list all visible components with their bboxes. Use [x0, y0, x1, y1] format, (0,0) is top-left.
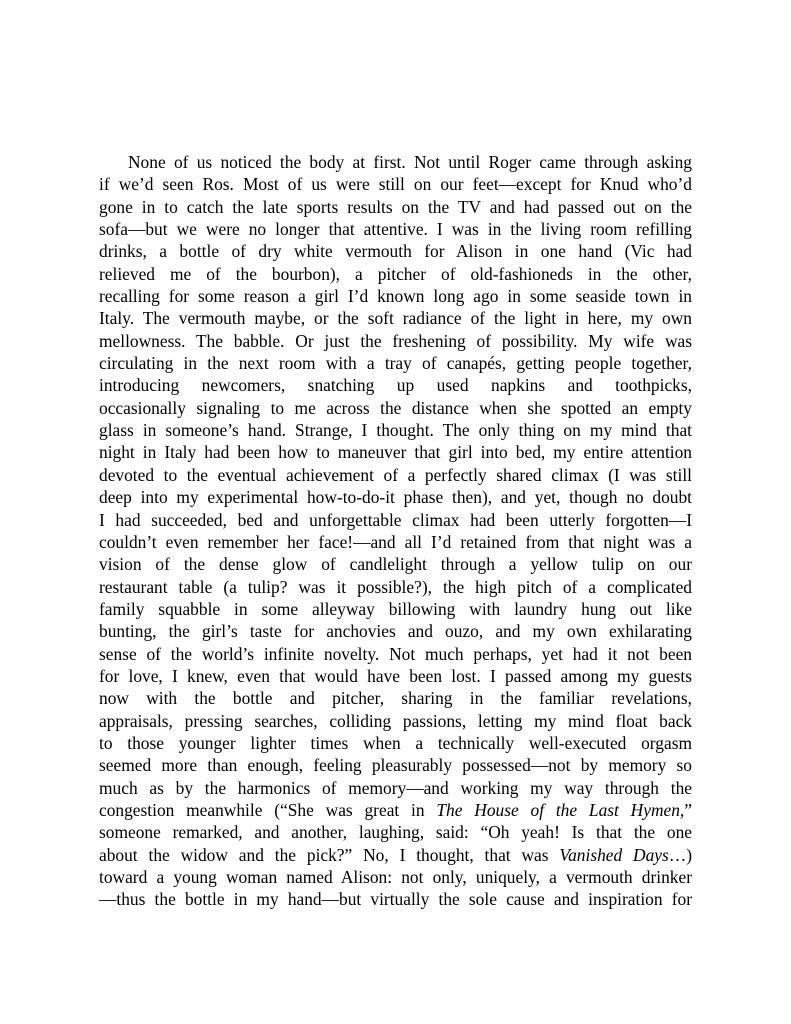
text-line-21: family squabble in some alleyway billowing with laundry hung out like	[99, 598, 692, 619]
text-line-34: —thus the bottle in my hand—but virtually the sole cause and inspiration for	[99, 889, 692, 910]
text-line-26: appraisals, pressing searches, colliding passions, letting my mind float back	[99, 710, 692, 731]
italic-title: The House of the Last Hymen,	[436, 799, 685, 820]
text-line-9: mellowness. The babble. Or just the freshening of possibility. My wife was	[99, 330, 692, 351]
text-line-8: Italy. The vermouth maybe, or the soft radiance of the light in here, my own	[99, 308, 692, 329]
text-line-29: much as by the harmonics of memory—and working my way through the	[99, 777, 692, 798]
text-line-25: now with the bottle and pitcher, sharing in the familiar revelations,	[99, 688, 692, 709]
italic-title: Vanished Days	[559, 844, 669, 865]
text-line-7: recalling for some reason a girl I’d known long ago in some seaside town in	[99, 286, 692, 307]
text-line-1: None of us noticed the body at first. Not until Roger came through asking	[128, 152, 692, 172]
text-line-22: bunting, the girl’s taste for anchovies and ouzo, and my own exhilarating	[99, 621, 692, 642]
text-line-3: gone in to catch the late sports results on the TV and had passed out on the	[99, 196, 692, 217]
text-line-24: for love, I knew, even that would have been lost. I passed among my guests	[99, 665, 692, 686]
text-line-6: relieved me of the bourbon), a pitcher of old-fashioneds in the other,	[99, 263, 692, 284]
text-line-18: couldn’t even remember her face!—and all I’d retained from that night was a	[99, 531, 692, 552]
text-line-32	[99, 844, 692, 866]
text-line-14: night in Italy had been how to maneuver that girl into bed, my entire attention	[99, 442, 692, 463]
text-line-15: devoted to the eventual achievement of a perfectly shared climax (I was still	[99, 464, 692, 485]
text-run: …)	[668, 844, 692, 865]
text-line-20: restaurant table (a tulip? was it possible?), the high pitch of a complicated	[99, 576, 692, 597]
text-line-5: drinks, a bottle of dry white vermouth for Alison in one hand (Vic had	[99, 241, 692, 262]
text-run: about the widow and the pick?” No, I thought, that was	[99, 844, 560, 865]
text-line-31: someone remarked, and another, laughing, said: “Oh yeah! Is that the one	[99, 822, 692, 843]
text-line-27: to those younger lighter times when a technically well-executed orgasm	[99, 732, 692, 753]
text-run: ”	[684, 799, 692, 820]
text-line-17: I had succeeded, bed and unforgettable climax had been utterly forgotten—I	[99, 509, 692, 530]
text-run: congestion meanwhile (“She was great in	[99, 799, 437, 820]
text-line-16: deep into my experimental how-to-do-it phase then), and yet, though no doubt	[99, 487, 692, 508]
text-line-10: circulating in the next room with a tray of canapés, getting people together,	[99, 353, 692, 374]
text-line-2: if we’d seen Ros. Most of us were still on our feet—except for Knud who’d	[99, 174, 692, 195]
text-line-11: introducing newcomers, snatching up used napkins and toothpicks,	[99, 375, 692, 396]
body-paragraph	[99, 151, 692, 911]
text-line-19: vision of the dense glow of candlelight through a yellow tulip on our	[99, 554, 692, 575]
text-line-13: glass in someone’s hand. Strange, I thought. The only thing on my mind that	[99, 420, 692, 441]
text-line-30	[99, 799, 692, 821]
text-line-12: occasionally signaling to me across the distance when she spotted an empty	[99, 397, 692, 418]
text-line-28: seemed more than enough, feeling pleasurably possessed—not by memory so	[99, 755, 692, 776]
text-line-23: sense of the world’s infinite novelty. Not much perhaps, yet had it not been	[99, 643, 692, 664]
text-line-4: sofa—but we were no longer that attentive. I was in the living room refilling	[99, 219, 692, 240]
text-line-33: toward a young woman named Alison: not only, uniquely, a vermouth drinker	[99, 867, 692, 887]
